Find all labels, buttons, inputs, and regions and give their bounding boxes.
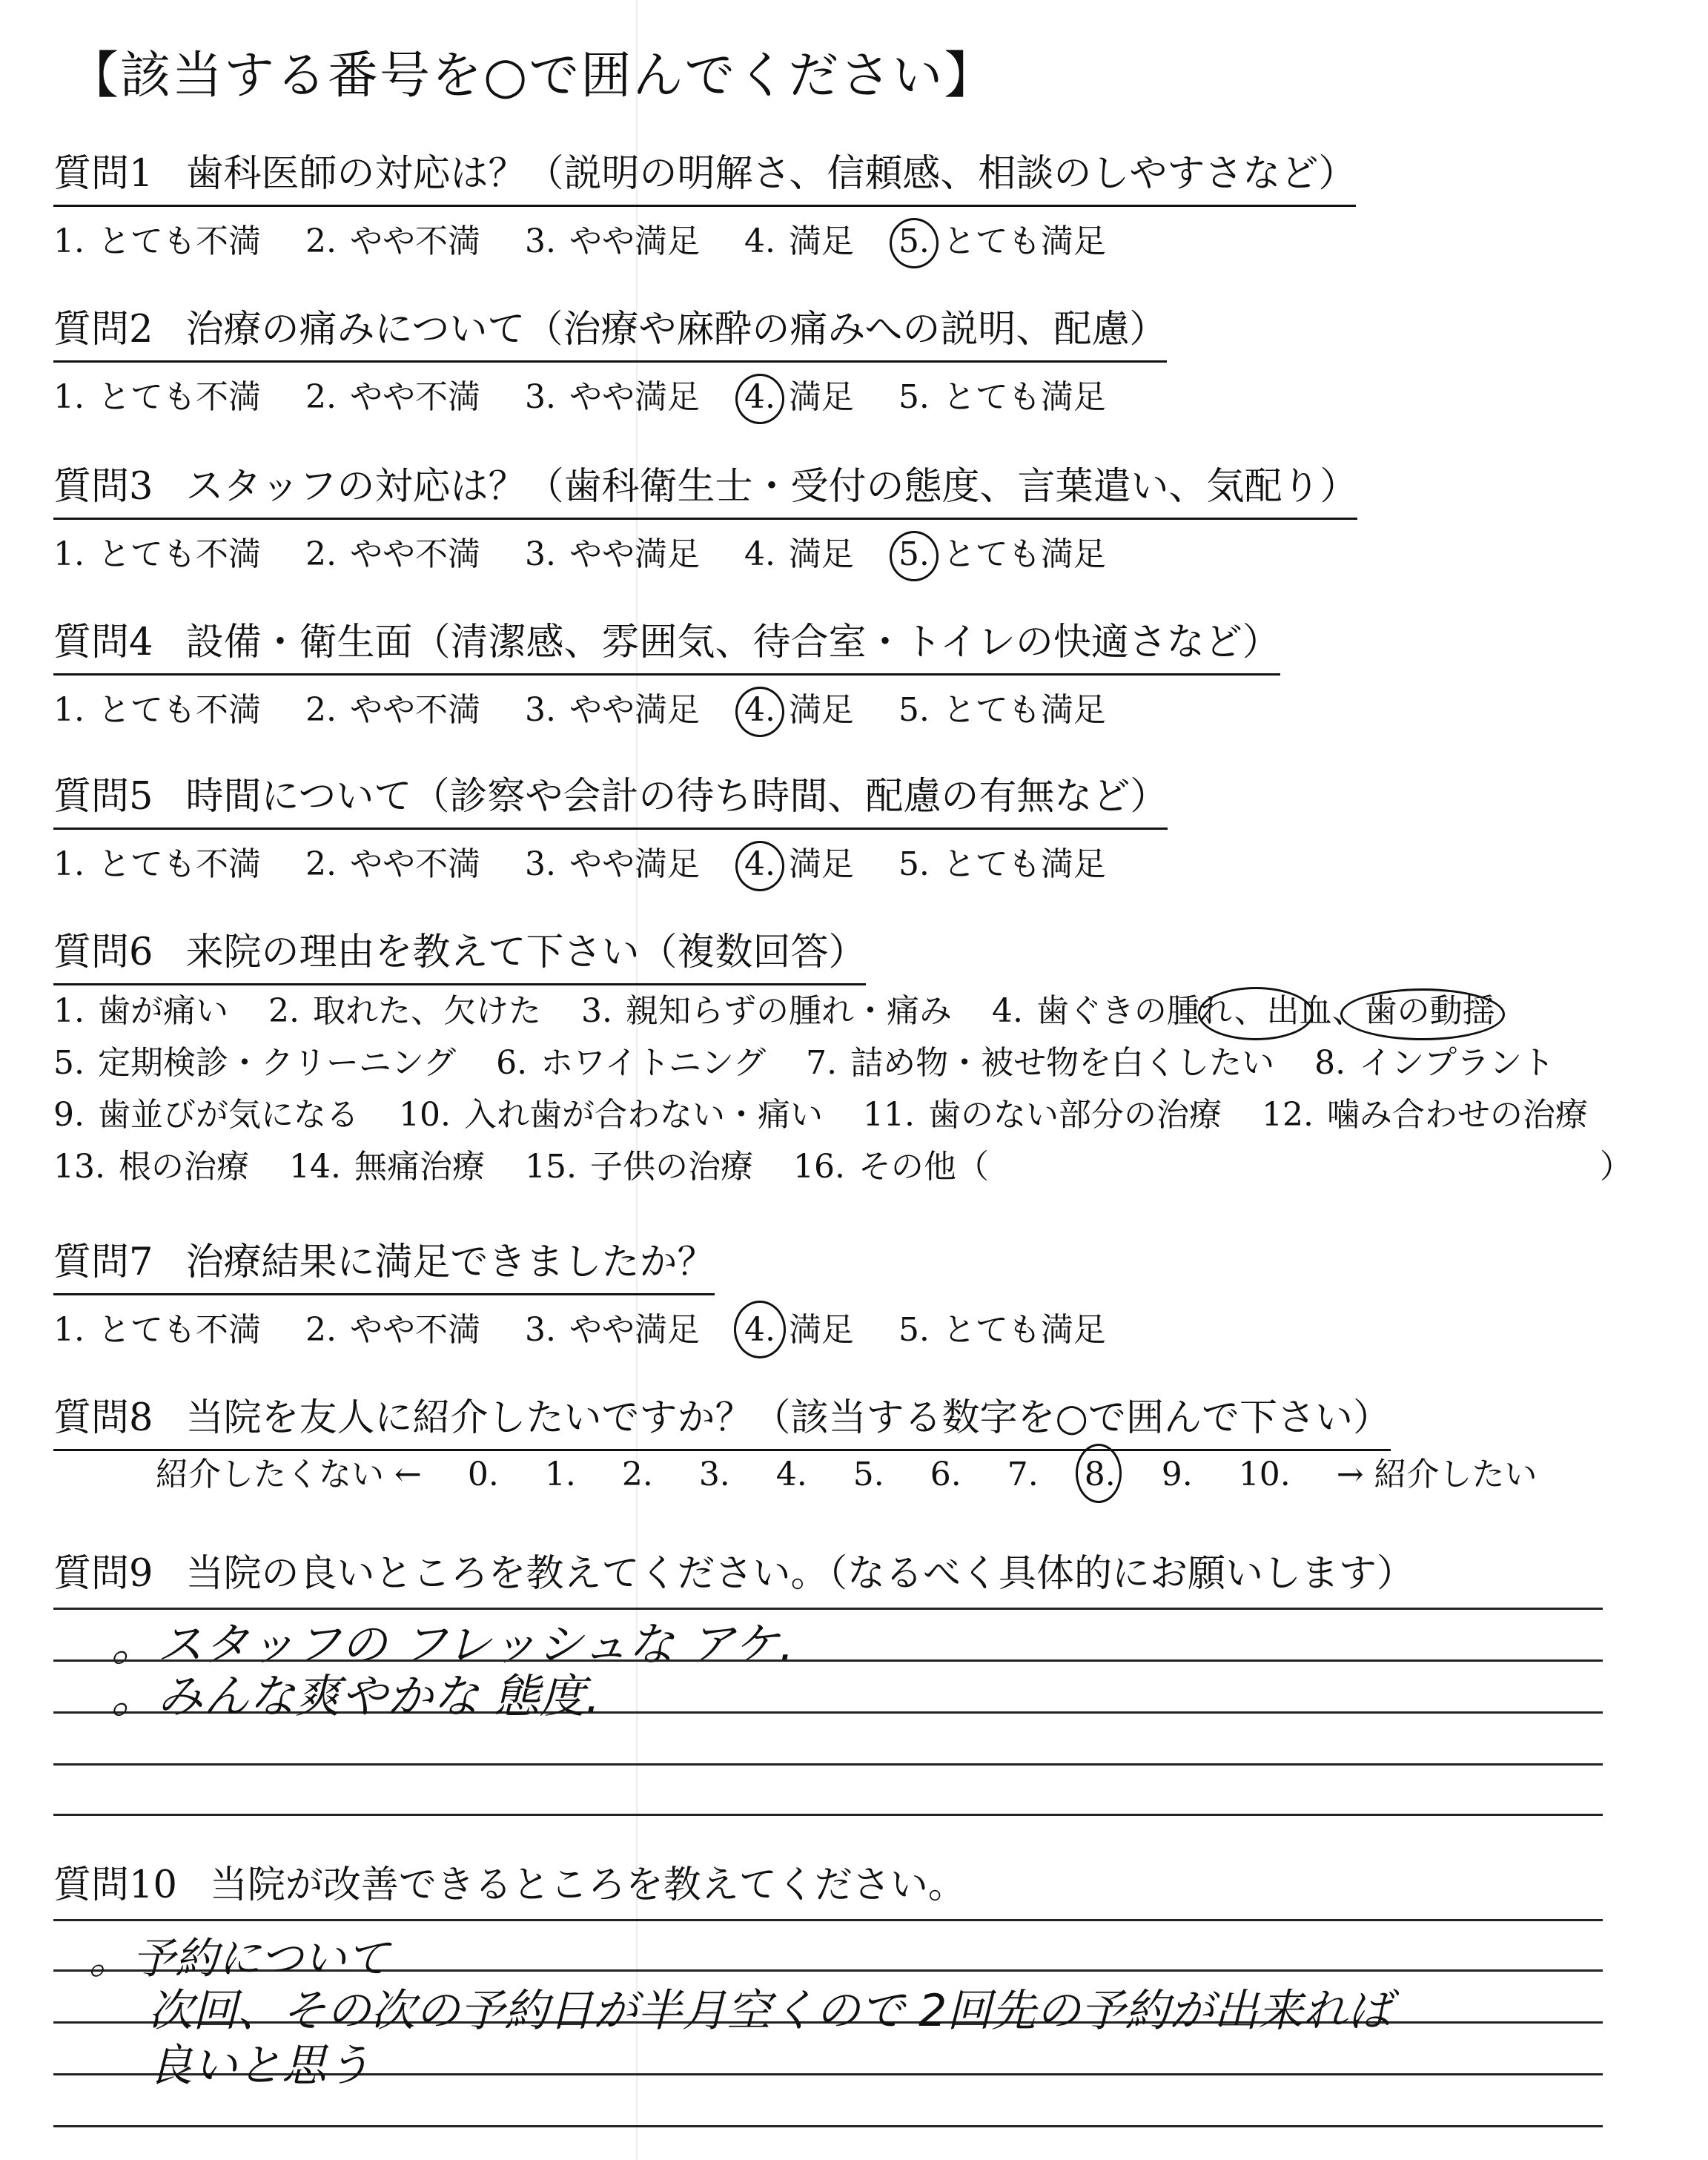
survey-heading: 【該当する番号を○で囲んでください】 <box>68 47 996 105</box>
scale-right-label: → 紹介したい <box>1336 1456 1537 1493</box>
question-4-title <box>53 611 1280 676</box>
rating-options <box>53 837 1168 885</box>
option-1[interactable]: 1. とても不満 <box>53 535 261 573</box>
question-6-title <box>53 921 866 985</box>
question-text: 歯科医師の対応は？（説明の明解さ、信頼感、相談のしやすさなど） <box>185 152 1357 196</box>
selection-circle <box>890 218 939 268</box>
option-4-selected[interactable]: 4. 満足 <box>744 370 854 417</box>
option-1[interactable]: 1. とても不満 <box>53 222 261 260</box>
selection-circle <box>735 687 784 737</box>
question-text: 治療の痛みについて（治療や麻酔の痛みへの説明、配慮） <box>185 308 1168 351</box>
scale-10[interactable]: 10. <box>1238 1456 1291 1493</box>
question-2 <box>53 298 1167 417</box>
answer-line <box>53 1763 1603 1766</box>
option-5[interactable]: 5. とても満足 <box>898 1311 1106 1349</box>
scale-left-label: 紹介したくない ← <box>156 1456 422 1493</box>
option-5-selected[interactable]: 5. とても満足 <box>898 527 1106 575</box>
question-number: 質問7 <box>53 1241 153 1284</box>
q10-handwritten-answer-3: 良いと思う <box>148 2040 371 2092</box>
question-7-title <box>53 1231 715 1295</box>
reason-option-8[interactable]: 8. インプラント <box>1314 1044 1555 1082</box>
reason-options <box>53 985 1662 1193</box>
option-1[interactable]: 1. とても不満 <box>53 378 261 416</box>
q10-handwritten-answer-1: 。予約について <box>89 1933 389 1984</box>
reason-option-3[interactable]: 3. 親知らずの腫れ・痛み <box>580 992 952 1030</box>
question-number: 質問8 <box>53 1396 153 1440</box>
option-4-selected[interactable]: 4. 満足 <box>744 837 854 885</box>
question-number: 質問5 <box>53 775 153 819</box>
question-number: 質問6 <box>53 931 153 974</box>
question-text: 時間について（診察や会計の待ち時間、配慮の有無など） <box>185 775 1168 819</box>
question-text: 来院の理由を教えて下さい（複数回答） <box>185 931 867 974</box>
selection-circle <box>734 1301 786 1358</box>
reason-row-4 <box>53 1141 1662 1193</box>
answer-line <box>53 1659 1603 1662</box>
scale-9[interactable]: 9. <box>1161 1456 1193 1493</box>
question-text: 当院の良いところを教えてください。（なるべく具体的にお願いします） <box>185 1552 1414 1596</box>
reason-option-15[interactable]: 15. 子供の治療 <box>524 1148 753 1186</box>
reason-other-close: ） <box>1599 1148 1632 1186</box>
option-2[interactable]: 2. やや不満 <box>305 845 480 883</box>
question-3 <box>53 455 1357 575</box>
question-number: 質問1 <box>53 152 153 196</box>
question-text: 当院が改善できるところを教えてください。 <box>209 1863 966 1907</box>
scale-5[interactable]: 5. <box>853 1456 884 1493</box>
option-5[interactable]: 5. とても満足 <box>898 691 1106 729</box>
reason-option-5[interactable]: 5. 定期検診・クリーニング <box>53 1044 457 1082</box>
question-7 <box>53 1231 1140 1350</box>
option-2[interactable]: 2. やや不満 <box>305 222 480 260</box>
question-4 <box>53 611 1280 730</box>
option-1[interactable]: 1. とても不満 <box>53 691 261 729</box>
question-10-title <box>53 1854 966 1909</box>
reason-option-10[interactable]: 10. 入れ歯が合わない・痛い <box>398 1096 823 1134</box>
answer-line <box>53 1919 1603 1921</box>
rating-options <box>53 683 1280 730</box>
option-2[interactable]: 2. やや不満 <box>305 378 480 416</box>
question-number: 質問2 <box>53 308 153 351</box>
reason-option-9[interactable]: 9. 歯並びが気になる <box>53 1096 359 1134</box>
option-3[interactable]: 3. やや満足 <box>524 845 700 883</box>
question-8-title <box>53 1387 1391 1451</box>
scale-4[interactable]: 4. <box>775 1456 807 1493</box>
rating-options <box>53 214 1356 262</box>
question-number: 質問9 <box>53 1552 153 1596</box>
question-5-title <box>53 765 1168 830</box>
option-3[interactable]: 3. やや満足 <box>524 222 700 260</box>
question-5 <box>53 765 1168 885</box>
question-text: 当院を友人に紹介したいですか？（該当する数字を○で囲んで下さい） <box>185 1396 1391 1440</box>
selection-circle <box>735 374 784 424</box>
option-5-selected[interactable]: 5. とても満足 <box>898 214 1106 262</box>
rating-options <box>53 370 1167 417</box>
reason-option-11[interactable]: 11. 歯のない部分の治療 <box>862 1096 1222 1134</box>
option-3[interactable]: 3. やや満足 <box>524 1311 700 1349</box>
reason-option-7[interactable]: 7. 詰め物・被せ物を白くしたい <box>806 1044 1275 1082</box>
reason-option-13[interactable]: 13. 根の治療 <box>53 1148 249 1186</box>
selection-circle <box>735 841 784 891</box>
reason-row-3 <box>53 1089 1662 1141</box>
question-6 <box>53 921 1662 1193</box>
option-2[interactable]: 2. やや不満 <box>305 691 480 729</box>
scale-8-selected[interactable]: 8. <box>1085 1456 1116 1493</box>
question-9-title <box>53 1542 1414 1597</box>
question-8 <box>53 1387 1391 1451</box>
scale-2[interactable]: 2. <box>621 1456 653 1493</box>
option-3[interactable]: 3. やや満足 <box>524 378 700 416</box>
question-number: 質問3 <box>53 465 153 509</box>
answer-line <box>53 1814 1603 1816</box>
scale-3[interactable]: 3. <box>698 1456 730 1493</box>
reason-option-2[interactable]: 2. 取れた、欠けた <box>268 992 541 1030</box>
scale-7[interactable]: 7. <box>1007 1456 1039 1493</box>
option-5[interactable]: 5. とても満足 <box>898 378 1106 416</box>
reason-option-6[interactable]: 6. ホワイトニング <box>496 1044 767 1082</box>
reason-row-2 <box>53 1037 1662 1089</box>
option-1[interactable]: 1. とても不満 <box>53 1311 261 1349</box>
question-number: 質問4 <box>53 621 153 664</box>
reason-option-12[interactable]: 12. 噛み合わせの治療 <box>1261 1096 1588 1134</box>
option-4[interactable]: 4. 満足 <box>744 535 854 573</box>
option-2[interactable]: 2. やや不満 <box>305 535 480 573</box>
reason-option-1[interactable]: 1. 歯が痛い <box>53 992 228 1030</box>
question-number: 質問10 <box>53 1863 177 1907</box>
question-9 <box>53 1542 1414 1597</box>
recommend-scale <box>156 1447 1573 1495</box>
question-text: 設備・衛生面（清潔感、雰囲気、待合室・トイレの快適さなど） <box>185 621 1280 664</box>
option-5[interactable]: 5. とても満足 <box>898 845 1106 883</box>
option-4-selected[interactable]: 4. 満足 <box>744 683 854 730</box>
question-1 <box>53 142 1356 262</box>
scale-1[interactable]: 1. <box>544 1456 576 1493</box>
q10-handwritten-answer-2: 次回、その次の予約日が半月空くので 2回先の予約が出来れば <box>148 1985 1392 2037</box>
question-text: 治療結果に満足できましたか？ <box>185 1241 715 1284</box>
rating-options <box>53 1303 1140 1350</box>
option-4[interactable]: 4. 満足 <box>744 222 854 260</box>
reason-option-14[interactable]: 14. 無痛治療 <box>288 1148 485 1186</box>
question-3-title <box>53 455 1357 520</box>
reason-row-1 <box>53 985 1662 1037</box>
rating-options <box>53 527 1357 575</box>
option-4-selected[interactable]: 4. 満足 <box>744 1303 854 1350</box>
q9-handwritten-answer-1: 。スタッフの フレッシュな アケ. <box>111 1617 794 1671</box>
option-3[interactable]: 3. やや満足 <box>524 691 700 729</box>
q9-handwritten-answer-2: 。みんな爽やかな 態度. <box>111 1669 600 1723</box>
scale-6[interactable]: 6. <box>930 1456 961 1493</box>
reason-option-16[interactable]: 16. その他（ <box>792 1148 989 1186</box>
question-text: スタッフの対応は？（歯科衛生士・受付の態度、言葉遣い、気配り） <box>185 465 1358 509</box>
question-1-title <box>53 142 1356 207</box>
option-1[interactable]: 1. とても不満 <box>53 845 261 883</box>
option-3[interactable]: 3. やや満足 <box>524 535 700 573</box>
question-10 <box>53 1854 966 1909</box>
answer-line <box>53 2125 1603 2127</box>
scale-0[interactable]: 0. <box>467 1456 499 1493</box>
option-2[interactable]: 2. やや不満 <box>305 1311 480 1349</box>
question-2-title <box>53 298 1167 363</box>
selection-circle <box>890 531 939 581</box>
reason-option-4[interactable]: 4. 歯ぐきの腫れ、出血、歯の動揺 <box>992 985 1495 1037</box>
